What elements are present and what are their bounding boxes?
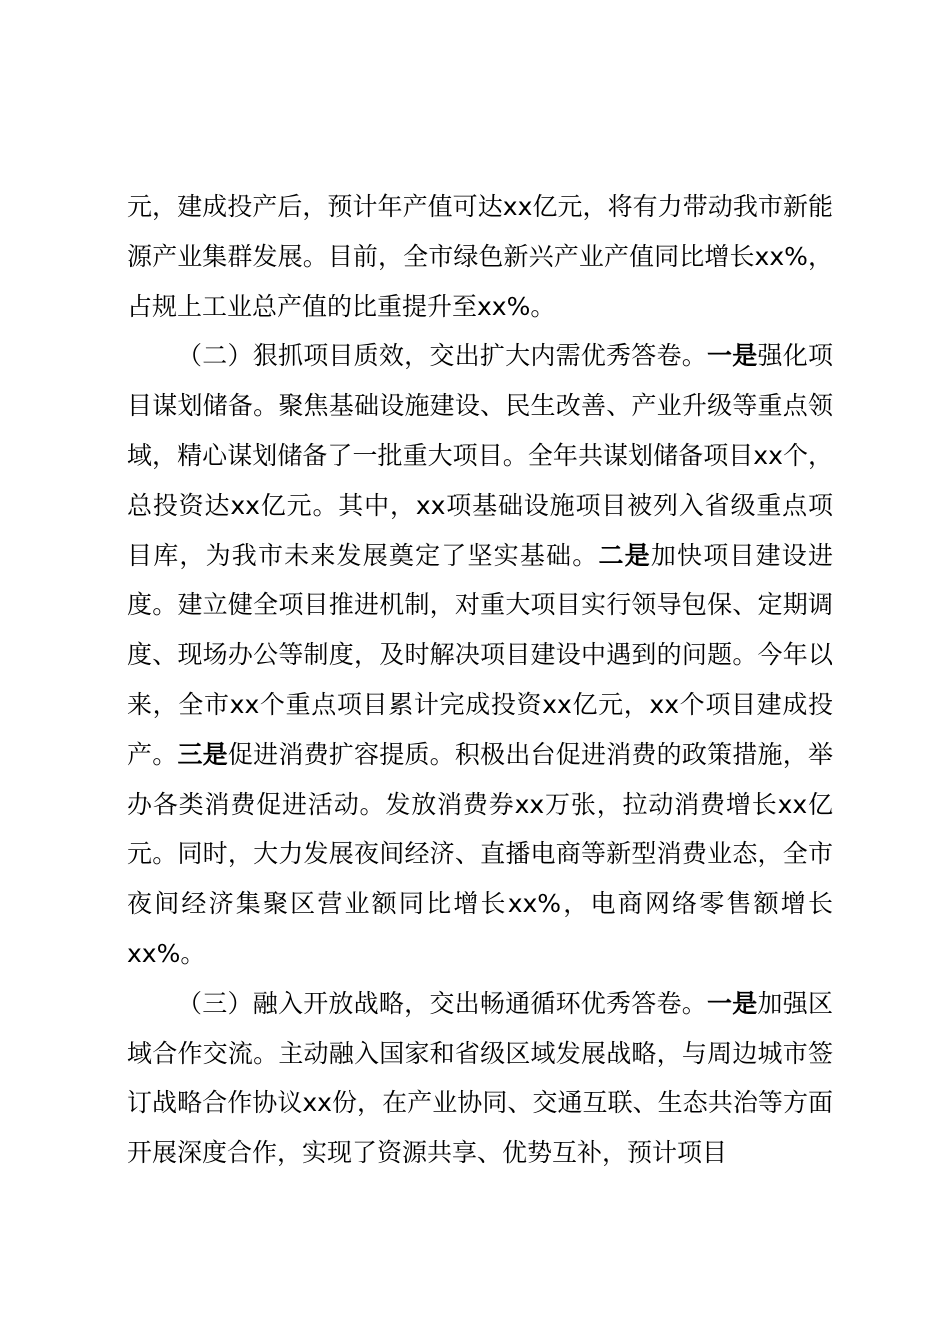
paragraph-text: 加快项目建设进度。建立健全项目推进机制，对重大项目实行领导包保、定期调度、现场办公等制度，及时解决项目建设中遇到的问题。今年以来，全市xx个重点项目累计完成投资xx亿元，xx个项目建成投产。 (127, 540, 833, 769)
paragraph-text: 促进消费扩容提质。积极出台促进消费的政策措施，举办各类消费促进活动。发放消费券xx万张，拉动消费增长xx亿元。同时，大力发展夜间经济、直播电商等新型消费业态，全市夜间经济集聚区营业额同比增长xx%，电商网络零售额增长xx%。 (127, 739, 833, 968)
document-body (127, 182, 833, 1178)
paragraph-section-two (127, 331, 833, 978)
paragraph-text: 强化项目谋划储备。聚焦基础设施建设、民生改善、产业升级等重点领域，精心谋划储备了一批重大项目。全年共谋划储备项目xx个，总投资达xx亿元。其中，xx项基础设施项目被列入省级重点项目库，为我市未来发展奠定了坚实基础。 (127, 341, 833, 570)
section-heading: （二）狠抓项目质效，交出扩大内需优秀答卷。 (177, 341, 708, 371)
paragraph-section-three (127, 979, 833, 1178)
paragraph-text: 加强区域合作交流。主动融入国家和省级区域发展战略，与周边城市签订战略合作协议xx份，在产业协同、交通互联、生态共治等方面开展深度合作，实现了资源共享、优势互补，预计项目 (127, 988, 833, 1168)
paragraph-new-energy-continuation (127, 182, 833, 331)
section-heading: （三）融入开放战略，交出畅通循环优秀答卷。 (177, 988, 708, 1018)
point-three-label: 三是 (177, 739, 228, 769)
paragraph-text: 元，建成投产后，预计年产值可达xx亿元，将有力带动我市新能源产业集群发展。目前，全市绿色新兴产业产值同比增长xx%，占规上工业总产值的比重提升至xx%。 (127, 192, 833, 321)
point-one-label: 一是 (707, 988, 758, 1018)
point-one-label: 一是 (707, 341, 758, 371)
point-two-label: 二是 (598, 540, 651, 570)
